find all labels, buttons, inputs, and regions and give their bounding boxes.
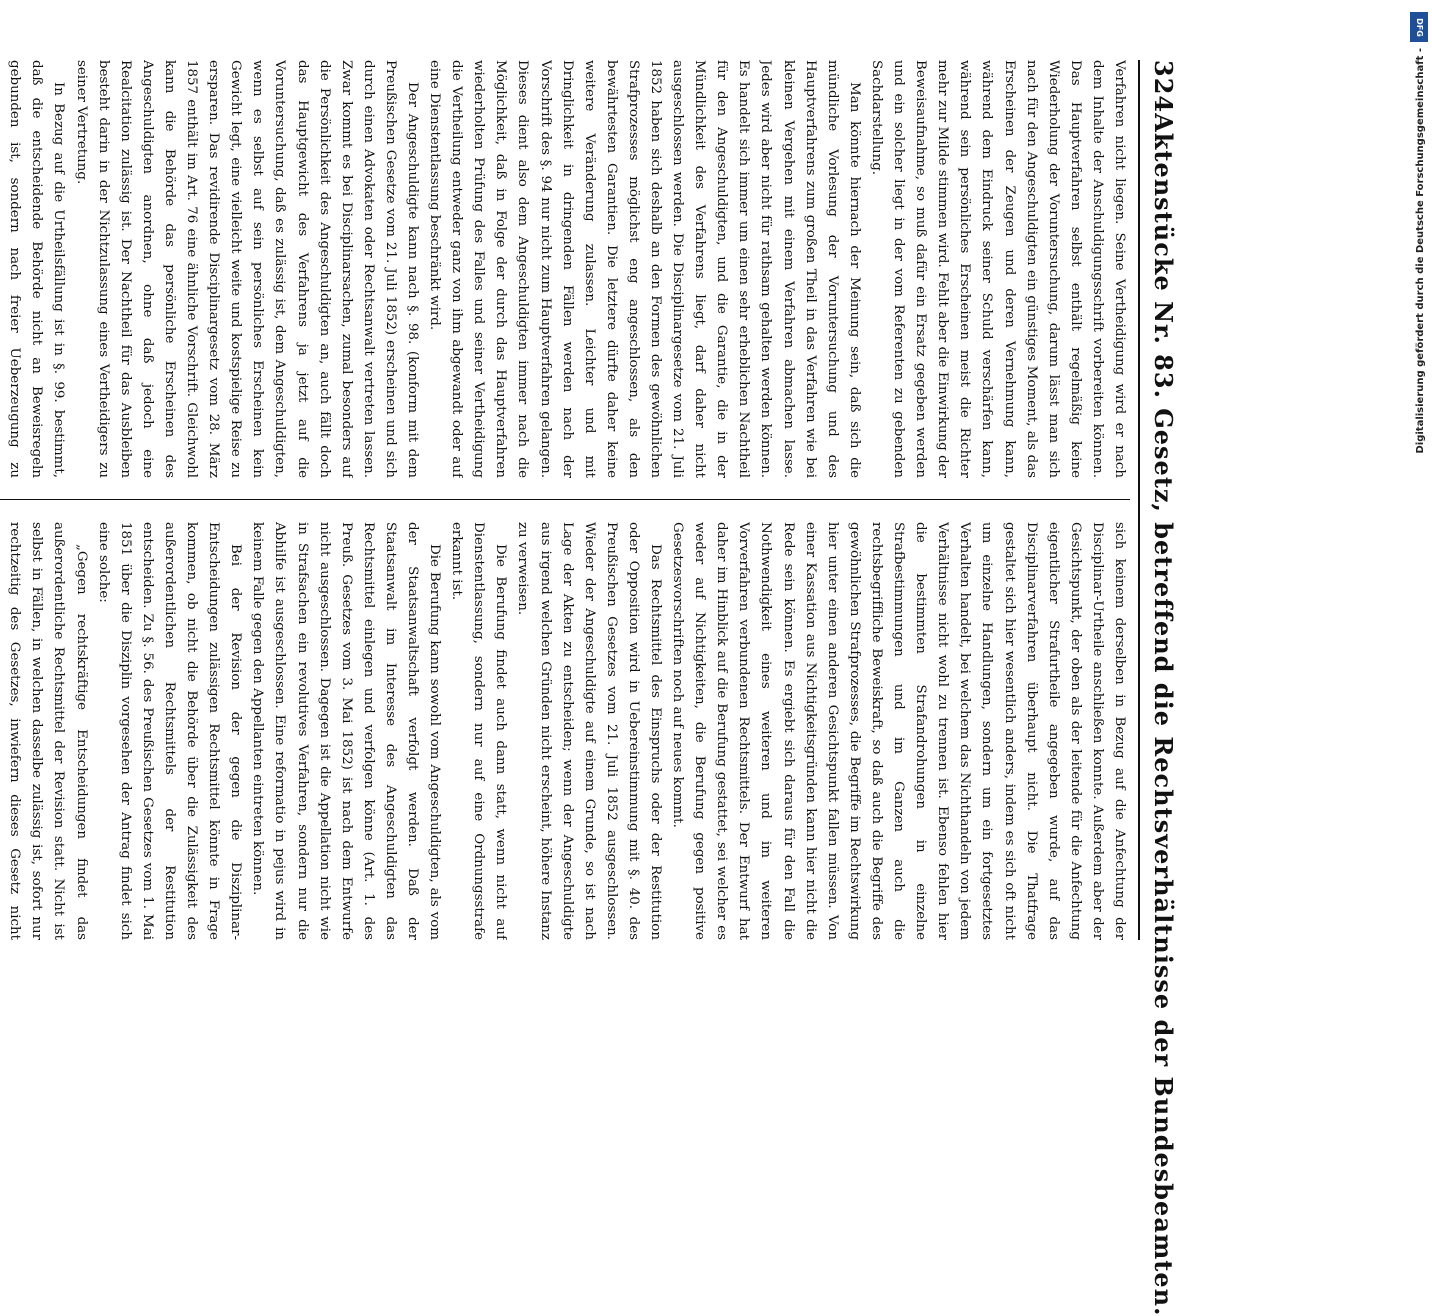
paragraph: Die Berufung findet auch dann statt, wenn nicht auf Dienstentlassung, sondern nur auf eine Ordnungsstrafe erkannt ist.: [449, 522, 509, 940]
paragraph: sich keinem derselben in Bezug auf die Anfechtung der Disciplinar-Urtheile anschließen konnte. Außerdem aber der Gesichtspunkt, der oben als der leitende für die Anfechtung eigentlicher Strafurtheile angegeben wurde, auf das Disciplinarverfahren überhaupt nicht. Die Thatfrage gestaltet sich hier wesentlich anders, indem es sich oft nicht um einzelne Handlungen, sondern um ein fortgesetztes Verhalten handelt, bei welchem das Nichthandeln von jedem Verhältnisse nicht wohl zu trennen ist. Ebenso fehlen hier die bestimmten Strafandrohungen in einzelne Strafbestimmungen und im Ganzen auch die rechtsbegriffliche Beweiskraft, so daß auch die Begriffe des gewöhnlichen Strafprozesses, die Begriffe im Rechtswirkung hier unter einen anderen Gesichtspunkt fallen müssen. Von einer Kassation aus Nichtigkeitsgründen kann hier nicht die Rede sein können. Es ergiebt sich daraus für den Fall die Nothwendigkeit eines weiteren und im weiteren Vorverfahren verbundenen Rechtsmittels. Der Entwurf hat daher im Hinblick auf die Berufung gestattet, sei welcher es weder auf Nichtigkeiten, die Berufung gegen positive Gesetzesvorschriften noch auf neues kommt.: [670, 522, 1127, 940]
paragraph: Bei der Revision der gegen die Disziplinar-Entscheidungen zulässigen Rechtsmittel könnte in Frage kommen, ob nicht die Behörde über die Zulässigkeit des außerordentlichen Rechtsmittels der Restitution entscheiden. Zu §. 56. des Preußischen Gesetzes vom 1. Mai 1851 über die Disziplin vorgesehen der Antrag findet sich eine solche:: [95, 522, 244, 940]
paragraph: Man könnte hiernach der Meinung sein, daß sich die mündliche Vorlesung der Voruntersuchung und des Hauptverfahrens zum großen Theil in das Verfahren wie bei kleinen Vergehen mit einem Verfahren abmachen lasse. Jedes wird aber nicht für rathsam gehalten werden können. Es handelt sich immer um einen sehr erheblichen Nachtheil für den Angeschuldigten, und die Garantie, die in der Mündlichkeit des Verfahrens liegt, darf daher nicht ausgeschlossen werden. Die Disciplinargesetze vom 21. Juli 1852 haben sich deshalb an den Formen des gewöhnlichen Strafprozesses möglichst eng angeschlossen, als den bewährtesten Garantien. Die letztere dürfte daher keine weitere Veränderung zulassen. Leichter und mit Dringlichkeit in dringenden Fällen werden nach der Vorschrift des §. 94 nur nicht zum Hauptverfahren gelangen. Dieses dient also dem Angeschuldigten immer nach die Möglichkeit, daß in Folge der durch das Hauptverfahren wiederholten Prüfung des Falles und seiner Vertheidigung die Vertheilung entweder ganz von ihm abgewandt oder auf eine Dienstentlassung beschränkt wird.: [427, 60, 862, 478]
dfg-logo: DFG: [1410, 12, 1428, 42]
paragraph: Die Berufung kann sowohl vom Angeschuldigten, als vom der Staatsanwaltschaft verfolgt werden. Daß der Staatsanwalt im Interesse des Angeschuldigten das Rechtsmittel einlegen und verfolgen könne (Art. 1. des Preuß. Gesetzes vom 3. Mai 1852) ist nach dem Entwurfe nicht ausgeschlossen. Dagegen ist die Appellation nicht wie in Strafsachen ein revolutives Verfahren, sondern nur die Abhilfe ist ausgeschlossen. Eine reformatio in pejus wird in keinem Falle gegen den Appellanten eintreten können.: [250, 522, 443, 940]
page-sheet: [0, 20, 1202, 1316]
paragraph: In Bezug auf die Urtheilsfällung ist in §. 99. bestimmt, daß die entscheidende Behörde nicht an Beweisregeln gebunden ist, sondern nach freier Ueberzeugung zu: [7, 60, 67, 478]
dfg-watermark-text: Digitalisierung gefördert durch die Deutsche Forschungsgemeinschaft -: [1415, 48, 1426, 454]
page-header: [1144, 60, 1184, 1316]
dfg-watermark: [1408, 4, 1428, 998]
right-column: [0, 522, 1130, 940]
paragraph: Das Rechtsmittel des Einspruchs oder der Restitution oder Opposition wird in Uebereinstimmung mit §. 40. des Preußischen Gesetzes vom 21. Juli 1852 ausgeschlossen. Wieder der Angeschuldigte auf einem Grunde, so ist nach Lage der Akten zu entscheiden; wenn der Angeschuldigte aus irgend welchen Gründen nicht erscheint, höhere Instanz zu verweisen.: [515, 522, 664, 940]
header-rule: [1138, 60, 1140, 940]
page-number: 324: [1149, 60, 1179, 114]
running-title: Aktenstücke Nr. 83. Gesetz, betreffend die Rechtsverhältnisse der Bundesbeamten.: [1149, 113, 1179, 1316]
paragraph: Verfahren nicht liegen. Seine Vertheidigung wird er nach dem Inhalte der Anschuldigungsschrift vorbereiten können. Das Hauptverfahren selbst enthält regelmäßig keine Wiederholung der Voruntersuchung, darum lässt man sich nach für den Angeschuldigten ein günstiges Moment, als das Erscheinen der Zeugen und deren Vernehmung kann, während dem Eindruck seiner Schuld verschärfen kann, während sein persönliches Erscheinen meist die Richter mehr zur Milde stimmen wird. Fehlt aber die Einwirkung der Beweisaufnahme, so muß dafür ein Ersatz gegeben werden und ein solcher liegt in der vom Referenten zu gebenden Sachdarstellung.: [868, 60, 1127, 478]
scanned-page: [0, 20, 1202, 1316]
paragraph: „Gegen rechtskräftige Entscheidungen findet das außerordentliche Rechtsmittel der Revision statt. Nicht ist selbst in Fällen, in welchen dasselbe zulässig ist, sofort nur rechtzeitig des Gesetzes, inwiefern dieses Gesetz nicht: [7, 522, 89, 940]
left-column: [0, 60, 1130, 478]
column-divider: [0, 499, 1130, 500]
paragraph: Der Angeschuldigte kann nach §. 98. (konform mit dem Preußischen Gesetze vom 21. Juli 1852) erscheinen und sich durch einen Advokaten oder Rechtsanwalt vertreten lassen. Zwar kommt es bei Disciplinarsachen, zumal besonders auf die Persönlichkeit des Angeschuldigten an, auch fällt doch das Hauptgewicht des Verfahrens ja jetzt auf die Voruntersuchung, daß es zulässig ist, dem Angeschuldigten, wenn es selbst auf sein persönliches Erscheinen kein Gewicht legt, eine vielleicht weite und kostspielige Reise zu ersparen. Das revidirende Disciplinargesetz vom 28. März 1857 enthält im Art. 76 eine ähnliche Vorschrift. Gleichwohl kann die Behörde das persönliche Erscheinen des Angeschuldigten anordnen, ohne daß jedoch eine Realcitation zulässig ist. Der Nachtheil für das Ausbleiben besteht darin in der Nichtzulassung eines Vertheidigers zu seiner Vertretung.: [73, 60, 420, 478]
